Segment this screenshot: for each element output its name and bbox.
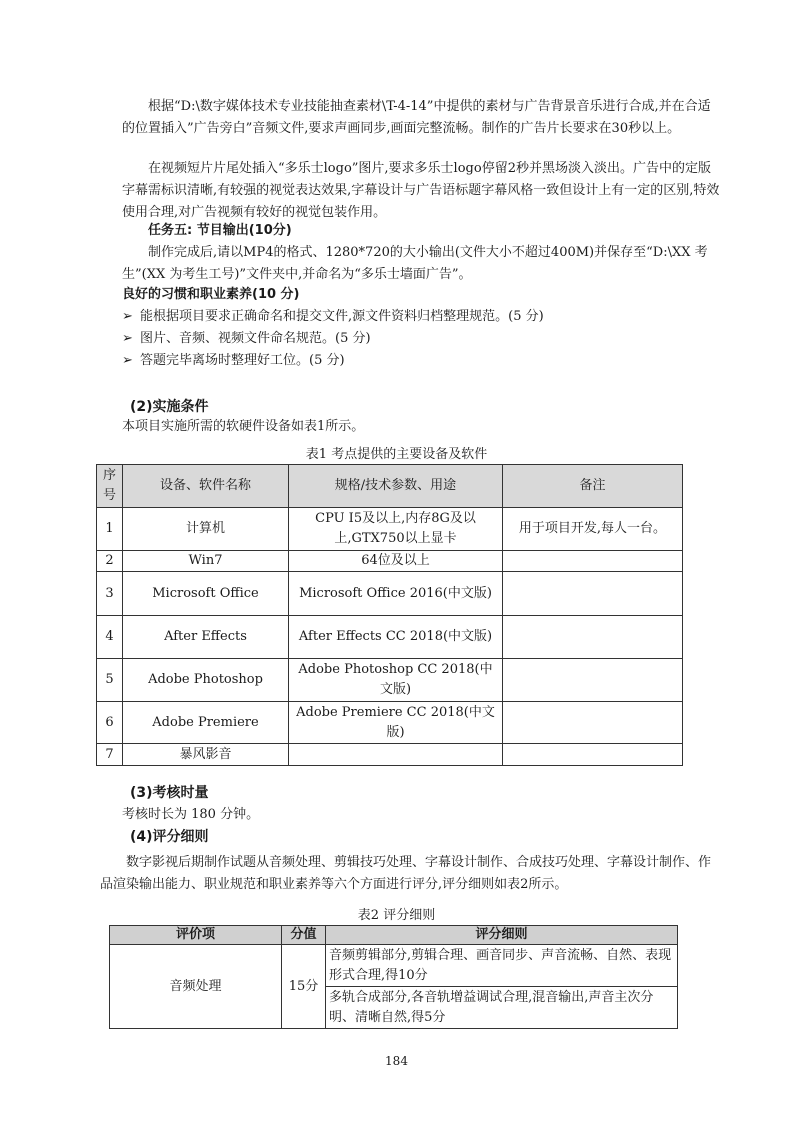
cell-spec: Adobe Photoshop CC 2018(中文版) [289,659,503,702]
cell-index: 6 [97,702,123,744]
cell-name: Adobe Premiere [123,702,289,744]
cell-index: 4 [97,616,123,659]
cell-spec: Microsoft Office 2016(中文版) [289,572,503,616]
paragraph-logo-insert: 在视频短片片尾处插入“多乐士logo”图片,要求多乐士logo停留2秒并黑场淡入淡出。广告中的定版字幕需标识清晰,有较强的视觉表达效果,字幕设计与广告语标题字幕风格一致但设计上有一定的区别,特效使用合理,对广告视频有较好的视觉包装作用。 [122,161,720,220]
header-detail: 评分细则 [326,926,678,945]
header-name: 设备、软件名称 [123,465,289,508]
table-row [97,572,683,616]
paragraph-audio-synthesis: 根据“D:\数字媒体技术专业技能抽查素材\T-4-14”中提供的素材与广告背景音乐进行合成,并在合适的位置插入”广告旁白”音频文件,要求声画同步,画面完整流畅。制作的广告片长要求在30秒以上。 [122,99,711,136]
cell-index: 5 [97,659,123,702]
section-3-text: 考核时长为 180 分钟。 [122,807,260,822]
task5-heading: 任务五: 节目输出(10分) [148,223,292,238]
bullet-item [122,350,345,372]
cell-index: 1 [97,508,123,551]
section-4-text: 数字影视后期制作试题从音频处理、剪辑技巧处理、字幕设计制作、合成技巧处理、字幕设计制作、作品渲染输出能力、职业规范和职业素养等六个方面进行评分,评分细则如表2所示。 [100,855,712,892]
cell-name: 计算机 [123,508,289,551]
cell-note [503,551,683,572]
cell-note [503,744,683,766]
bullet-text: 答题完毕离场时整理好工位。(5 分) [140,353,345,368]
cell-detail: 音频剪辑部分,剪辑合理、画音同步、声音流畅、自然、表现形式合理,得10分 [326,945,678,987]
cell-index: 7 [97,744,123,766]
table-row [97,744,683,766]
cell-spec: 64位及以上 [289,551,503,572]
cell-index: 3 [97,572,123,616]
bullet-item [122,328,371,350]
cell-score: 15分 [282,945,326,1029]
bullet-item [122,306,544,328]
table2-caption: 表2 评分细则 [357,908,436,923]
equipment-table [96,464,683,766]
bullet-text: 图片、音频、视频文件命名规范。(5 分) [140,331,371,346]
cell-spec: Adobe Premiere CC 2018(中文版) [289,702,503,744]
header-note: 备注 [503,465,683,508]
page-number: 184 [385,1054,408,1068]
header-index: 序号 [97,465,123,508]
table1-caption: 表1 考点提供的主要设备及软件 [305,447,488,462]
section-4-heading: (4)评分细则 [130,829,209,845]
cell-spec [289,744,503,766]
table-row [97,551,683,572]
table-row [97,508,683,551]
arrow-bullet-icon: ➢ [122,309,133,324]
arrow-bullet-icon: ➢ [122,353,133,368]
table-row [97,702,683,744]
cell-spec: After Effects CC 2018(中文版) [289,616,503,659]
header-spec: 规格/技术参数、用途 [289,465,503,508]
cell-note [503,659,683,702]
cell-index: 2 [97,551,123,572]
header-score: 分值 [282,926,326,945]
bullet-text: 能根据项目要求正确命名和提交文件,源文件资料归档整理规范。(5 分) [140,309,544,324]
cell-note [503,616,683,659]
table-row [97,659,683,702]
cell-name: Adobe Photoshop [123,659,289,702]
cell-detail: 多轨合成部分,各音轨增益调试合理,混音输出,声音主次分明、清晰自然,得5分 [326,987,678,1029]
table-row [97,616,683,659]
section-3-heading: (3)考核时量 [130,785,209,801]
cell-name: Microsoft Office [123,572,289,616]
cell-item: 音频处理 [110,945,282,1029]
section-2-heading: (2)实施条件 [130,399,209,415]
cell-note [503,702,683,744]
header-item: 评价项 [110,926,282,945]
section-2-text: 本项目实施所需的软硬件设备如表1所示。 [122,419,365,434]
cell-spec: CPU I5及以上,内存8G及以上,GTX750以上显卡 [289,508,503,551]
habits-heading: 良好的习惯和职业素养(10 分) [122,287,300,302]
cell-name: Win7 [123,551,289,572]
cell-note: 用于项目开发,每人一台。 [503,508,683,551]
table-row [110,945,678,987]
paragraph-output: 制作完成后,请以MP4的格式、1280*720的大小输出(文件大小不超过400M)并保存至“D:\XX 考生”(XX 为考生工号)”文件夹中,并命名为“多乐士墙面广告”。 [122,245,708,282]
cell-name: After Effects [123,616,289,659]
scoring-table [109,925,678,1029]
table-header-row [97,465,683,508]
table-header-row [110,926,678,945]
cell-note [503,572,683,616]
arrow-bullet-icon: ➢ [122,331,133,346]
cell-name: 暴风影音 [123,744,289,766]
